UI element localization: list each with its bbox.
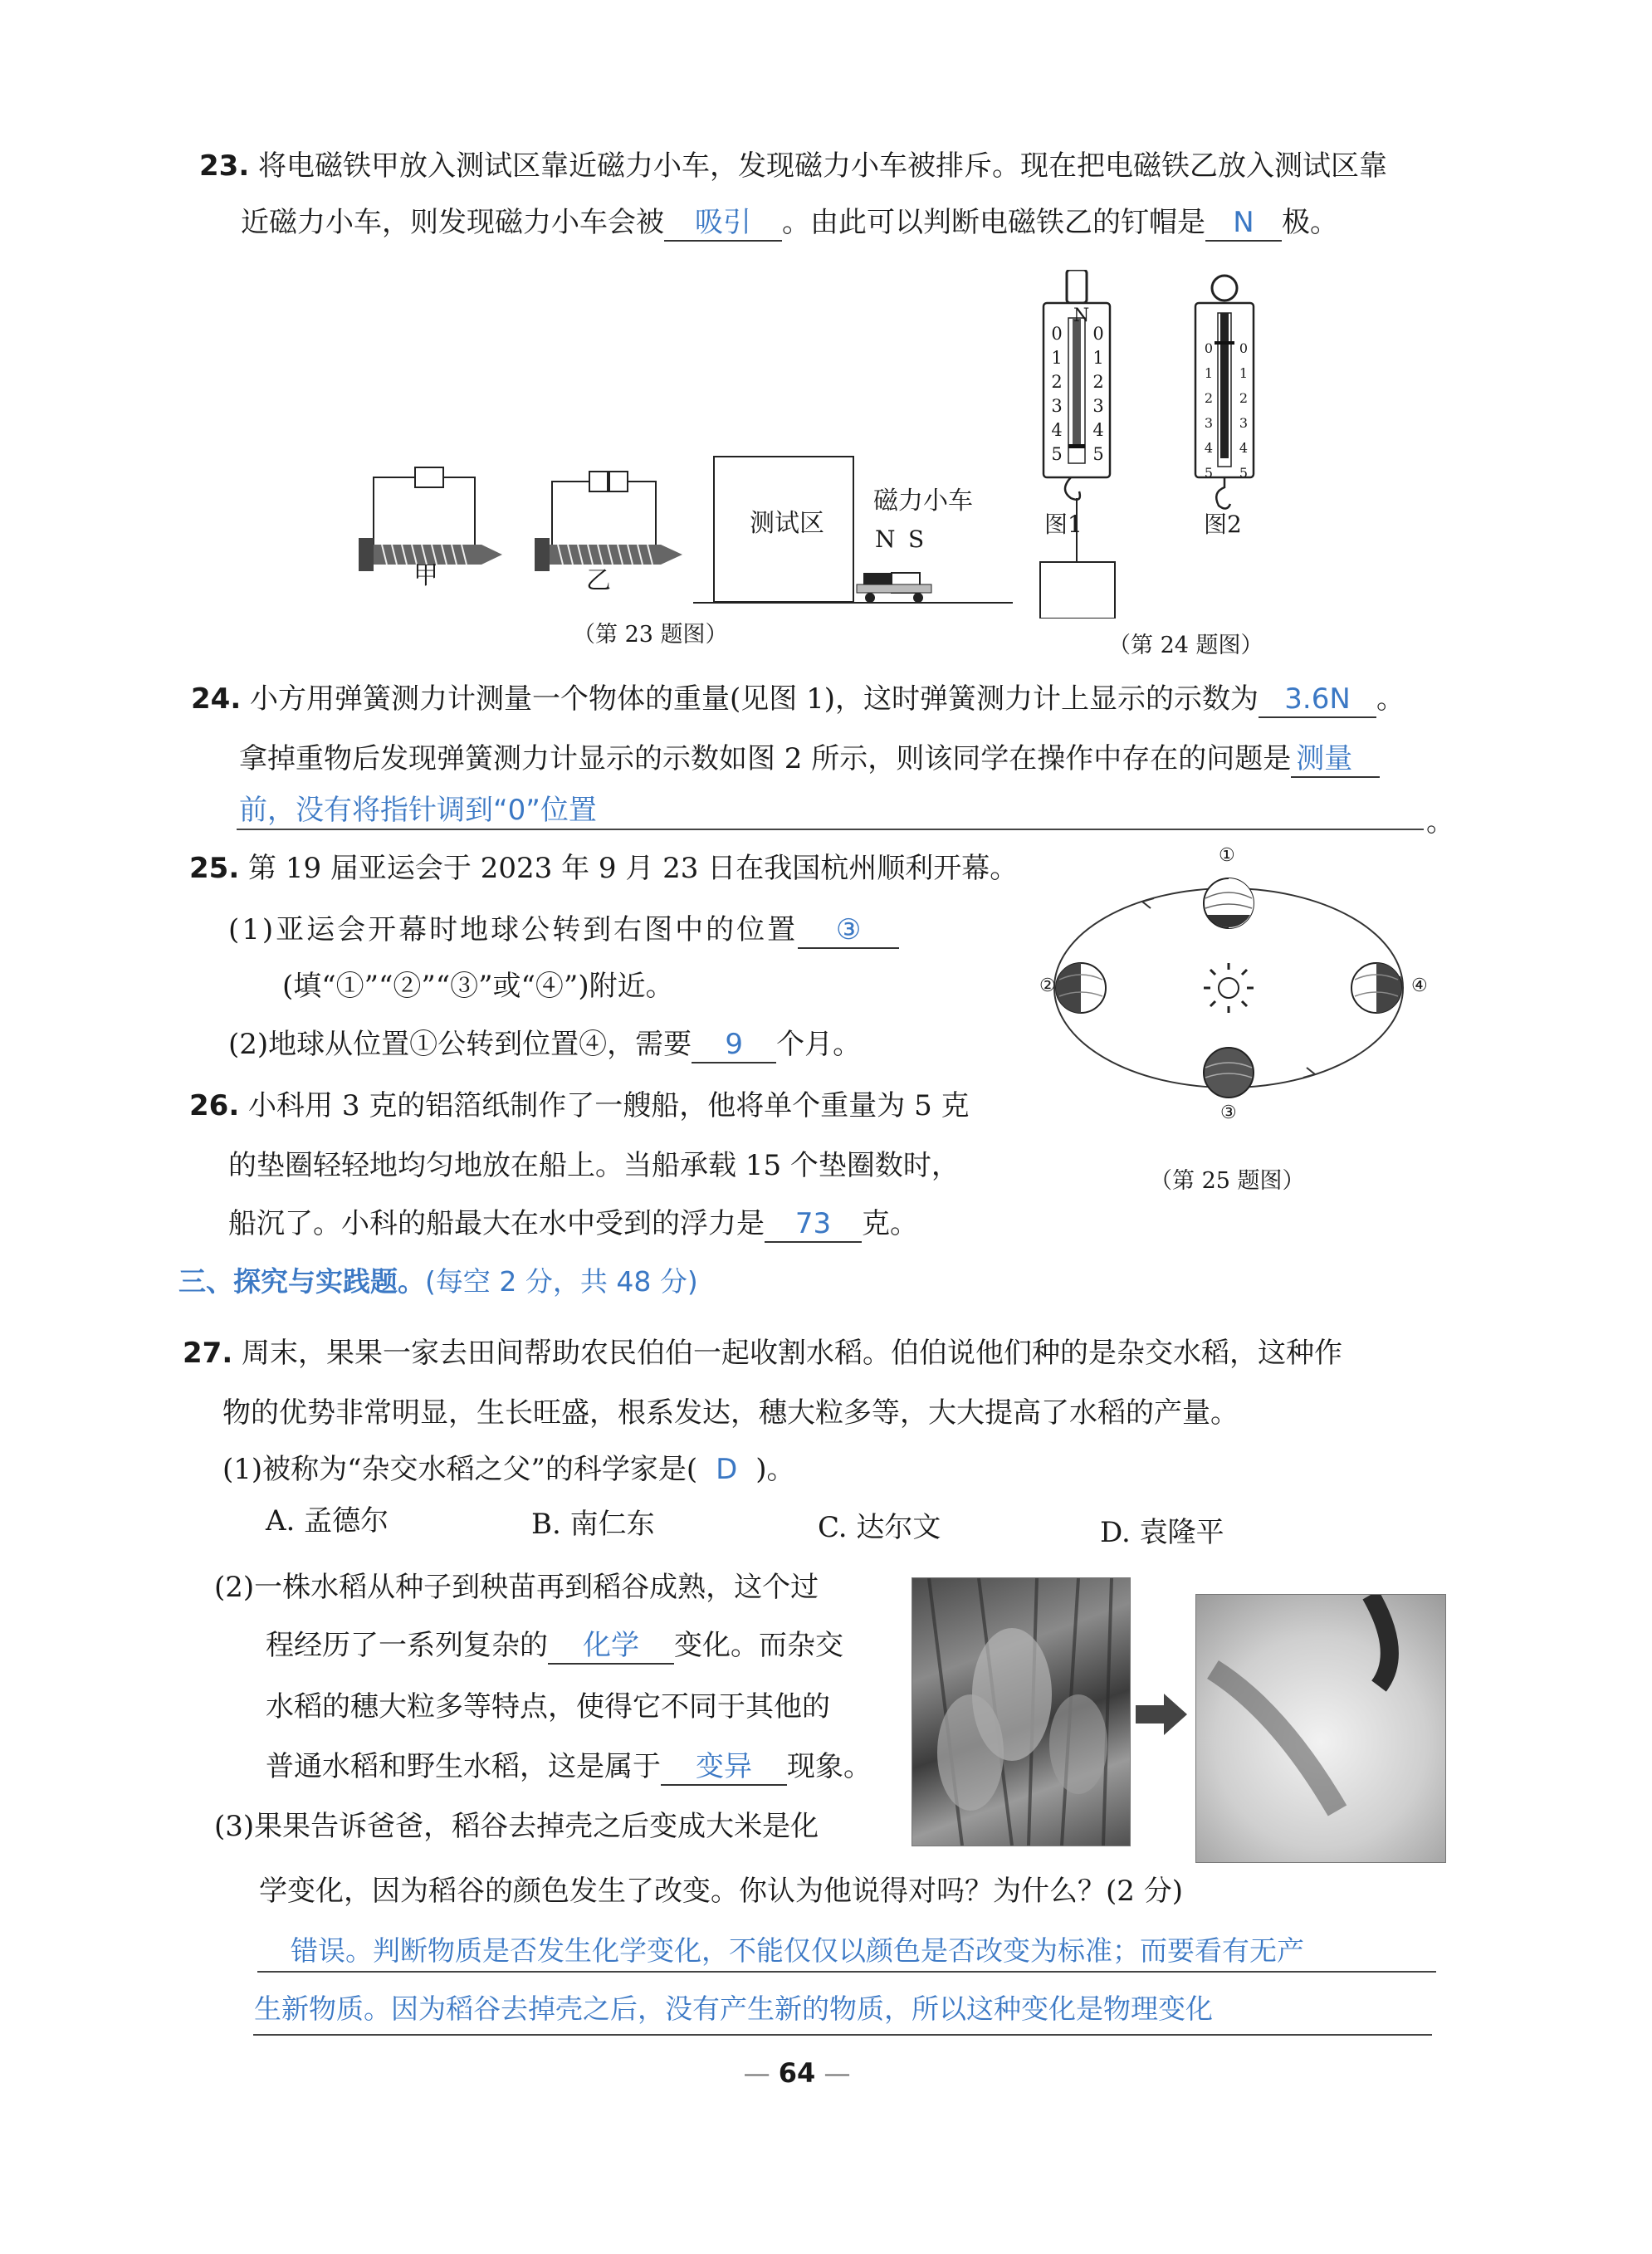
q23-answer-1: 吸引 [664,206,782,242]
q27-answer-4-line1: 错误。判断物质是否发生化学变化，不能仅仅以颜色是否改变为标准；而要看有无产 [291,1934,1304,1967]
q27-sub3-line2: 学变化，因为稻谷的颜色发生了改变。你认为他说得对吗？为什么？(2 分) [259,1875,1183,1908]
scale1-n: N [1073,306,1090,326]
rice-plant-photo [912,1577,1131,1846]
q25-line1: 25. 第 19 届亚运会于 2023 年 9 月 23 日在我国杭州顺利开幕。 [189,852,1019,885]
q27-number: 27. [183,1337,233,1370]
q27-line1: 27. 周末，果果一家去田间帮助农民伯伯一起收割水稻。伯伯说他们种的是杂交水稻，这种作 [183,1337,1343,1370]
earth-position-1 [1204,878,1254,928]
q24-figure-caption: （第 24 题图） [1108,633,1263,658]
q26-number: 26. [189,1089,240,1122]
q27-option-a: A. 孟德尔 [266,1504,389,1538]
label-car-s: S [908,526,925,553]
orbit-label-1: ① [1219,845,1235,866]
scale2-left-ticks: 0 1 2 3 4 5 [1204,340,1214,481]
q24-figure [1025,270,1324,619]
electromagnet-yi [535,472,682,571]
q25-answer-2: 9 [692,1028,776,1063]
q23-text-line1: 将电磁铁甲放入测试区靠近磁力小车，发现磁力小车被排斥。现在把电磁铁乙放入测试区靠 [258,149,1388,183]
q24-answer-1: 3.6N [1259,682,1376,718]
earth-position-2 [1056,963,1106,1013]
q24-line2: 拿掉重物后发现弹簧测力计显示的示数如图 2 所示，则该同学在操作中存在的问题是 测量 [239,742,1380,778]
q27-answer-3: 变异 [661,1750,787,1786]
q26-line3: 船沉了。小科的船最大在水中受到的浮力是 73 克。 [228,1207,918,1243]
q27-answer-underline-1 [257,1971,1436,1973]
q26-line2: 的垫圈轻轻地均匀地放在船上。当船承载 15 个垫圈数时， [228,1149,960,1182]
q27-sub2-line4: 普通水稻和野生水稻，这是属于 变异 现象。 [266,1750,872,1786]
q26-line1: 26. 小科用 3 克的铝箔纸制作了一艘船，他将单个重量为 5 克 [189,1089,970,1122]
page-number: 64 [778,2057,816,2089]
q27-answer-1: D [716,1453,738,1486]
q27-sub3-line1: (3)果果告诉爸爸，稻谷去掉壳之后变成大米是化 [214,1810,819,1843]
fig1-label: 图1 [1044,511,1083,538]
label-test-area: 测试区 [750,509,824,538]
sun [1204,963,1254,1013]
q25-figure-caption: （第 25 题图） [1150,1168,1305,1194]
q27-sub2-line2: 程经历了一系列复杂的 化学 变化。而杂交 [266,1629,843,1665]
earth-position-4 [1351,963,1401,1013]
section-3-heading: 三、探究与实践题。(每空 2 分，共 48 分) [178,1265,698,1298]
earth-position-3 [1204,1048,1254,1098]
q27-line2: 物的优势非常明显，生长旺盛，根系发达，穗大粒多等，大大提高了水稻的产量。 [222,1396,1239,1430]
q27-answer-4-line2: 生新物质。因为稻谷去掉壳之后，没有产生新的物质，所以这种变化是物理变化 [254,1992,1213,2025]
q23-number: 23. [199,149,250,183]
orbit-label-4: ④ [1411,975,1428,996]
q27-option-b: B. 南仁东 [531,1508,655,1541]
label-yi: 乙 [586,566,611,595]
page-number-area: — 64 — [743,2057,851,2089]
q24-line1: 24. 小方用弹簧测力计测量一个物体的重量(见图 1)，这时弹簧测力计上显示的示数为 3.6N 。 [191,682,1405,718]
scale2-right-ticks: 0 1 2 3 4 5 [1239,340,1249,481]
q27-option-c: C. 达尔文 [818,1511,941,1544]
q24-line3-end: 。 [1426,805,1454,839]
q25-sub1-line2: (填“①”“②”“③”或“④”)附近。 [282,970,674,1003]
q27-sub2-line1: (2)一株水稻从种子到秧苗再到稻谷成熟，这个过 [214,1571,819,1604]
rice-grains-photo [1195,1594,1446,1863]
q27-sub2-line3: 水稻的穗大粒多等特点，使得它不同于其他的 [266,1690,830,1724]
q27-option-d: D. 袁隆平 [1100,1516,1224,1549]
q27-sub1: (1)被称为“杂交水稻之父”的科学家是( D )。 [222,1453,795,1486]
scale1-right-ticks: 0 1 2 3 4 5 [1092,324,1104,464]
q24-answer-underline [237,829,1424,830]
fig2-label: 图2 [1204,511,1242,538]
label-jia: 甲 [413,561,438,590]
magnetic-car [857,573,931,603]
q24-number: 24. [191,682,242,716]
label-magnetic-car: 磁力小车 [873,486,973,516]
orbit-label-2: ② [1039,975,1056,996]
q23-line1 [199,149,1387,183]
q25-sub1: (1)亚运会开幕时地球公转到右图中的位置 ③ [228,913,899,949]
q24-answer-2b: 前，没有将指针调到“0”位置 [239,794,597,827]
orbit-label-3: ③ [1220,1103,1237,1123]
q23-figure-caption: （第 23 题图） [573,622,728,648]
q25-orbit-figure [1029,855,1428,1129]
scale1-left-ticks: 0 1 2 3 4 5 [1051,324,1063,464]
label-car-n: N [875,526,896,553]
q23-line2: 近磁力小车，则发现磁力小车会被 吸引 。由此可以判断电磁铁乙的钉帽是 N 极。 [241,206,1338,242]
q26-answer: 73 [765,1207,862,1243]
q25-number: 25. [189,852,240,885]
q25-answer-1: ③ [798,913,899,949]
q23-answer-2: N [1205,206,1282,242]
q27-answer-2: 化学 [548,1629,674,1665]
q27-answer-underline-2 [253,2034,1432,2036]
q24-answer-2a: 测量 [1291,742,1380,778]
q25-sub2: (2)地球从位置①公转到位置④，需要 9 个月。 [228,1028,861,1063]
arrow-icon [1136,1692,1189,1737]
